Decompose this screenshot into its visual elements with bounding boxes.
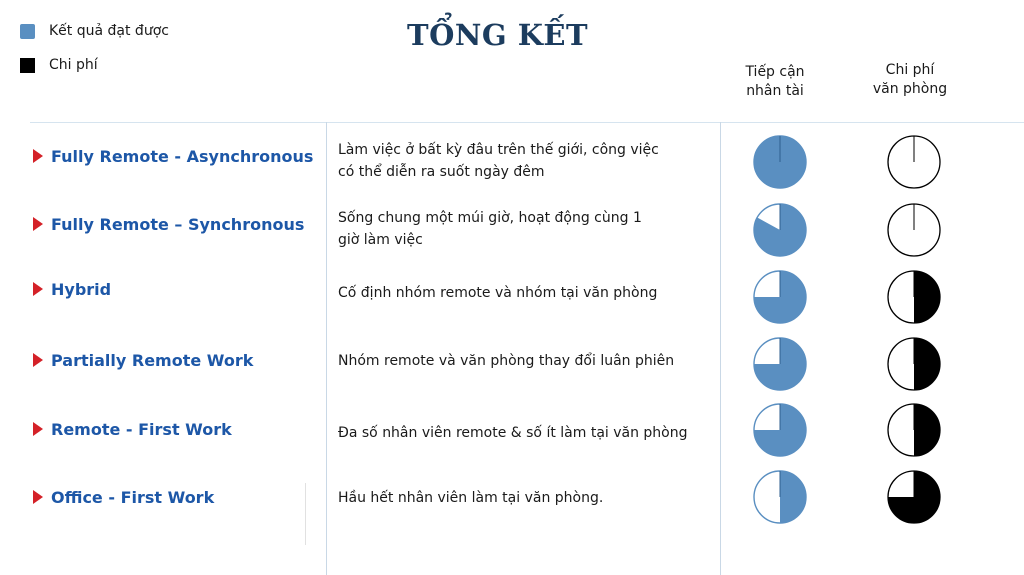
red-arrow-icon (33, 149, 43, 163)
cost-pie (886, 402, 942, 458)
legend-swatch-cost (20, 58, 35, 73)
model-row-label (33, 487, 214, 507)
red-arrow-icon (33, 353, 43, 367)
legend-label-cost: Chi phí (49, 57, 98, 73)
model-row-label (33, 350, 253, 370)
legend-swatch-result (20, 24, 35, 39)
description-line: Làm việc ở bất kỳ đâu trên thế giới, công việc (338, 142, 659, 158)
pie-fill (914, 338, 940, 390)
talent-pie (752, 202, 808, 258)
talent-pie (752, 469, 808, 525)
talent-pie (752, 336, 808, 392)
red-arrow-icon (33, 422, 43, 436)
model-description (338, 422, 688, 444)
model-row-label (33, 279, 111, 299)
model-row-label (33, 214, 304, 234)
column-divider-left (326, 122, 327, 575)
model-name: Partially Remote Work (51, 350, 254, 370)
red-arrow-icon (33, 282, 43, 296)
talent-pie (752, 134, 808, 190)
legend-item-cost (20, 54, 169, 76)
cost-pie (886, 202, 942, 258)
legend-label-result: Kết quả đạt được (49, 23, 169, 39)
model-row-label (33, 146, 313, 166)
model-name: Fully Remote - Asynchronous (51, 146, 314, 166)
pie-fill (780, 471, 806, 523)
model-description (338, 282, 657, 304)
page-title: TỔNG KẾT (407, 18, 589, 52)
model-name: Hybrid (51, 279, 112, 299)
talent-pie (752, 269, 808, 325)
talent-pie (752, 402, 808, 458)
description-line: Hầu hết nhân viên làm tại văn phòng. (338, 490, 604, 506)
model-name: Remote - First Work (51, 419, 232, 439)
red-arrow-icon (33, 490, 43, 504)
model-name: Office - First Work (51, 487, 215, 507)
column-header-talent: Tiếp cận nhân tài (745, 64, 805, 99)
column-divider-right (720, 122, 721, 575)
description-line: Nhóm remote và văn phòng thay đổi luân phiên (338, 353, 675, 369)
red-arrow-icon (33, 217, 43, 231)
description-line: có thể diễn ra suốt ngày đêm (338, 164, 545, 180)
cost-pie (886, 134, 942, 190)
legend-item-result (20, 20, 169, 42)
model-description (338, 350, 674, 372)
description-line: Đa số nhân viên remote & số ít làm tại văn phòng (338, 425, 688, 441)
column-divider-small (305, 483, 306, 545)
pie-fill (914, 271, 940, 323)
model-name: Fully Remote – Synchronous (51, 214, 305, 234)
legend (20, 20, 169, 88)
header-divider (30, 122, 1024, 123)
description-line: Sống chung một múi giờ, hoạt động cùng 1 (338, 210, 642, 226)
description-line: Cố định nhóm remote và nhóm tại văn phòng (338, 285, 658, 301)
model-description (338, 207, 642, 251)
pie-fill (914, 404, 940, 456)
cost-pie (886, 469, 942, 525)
description-line: giờ làm việc (338, 232, 423, 248)
cost-pie (886, 336, 942, 392)
model-description (338, 487, 603, 509)
column-header-cost: Chi phí văn phòng (872, 62, 948, 97)
model-description (338, 139, 659, 183)
model-row-label (33, 419, 232, 439)
cost-pie (886, 269, 942, 325)
